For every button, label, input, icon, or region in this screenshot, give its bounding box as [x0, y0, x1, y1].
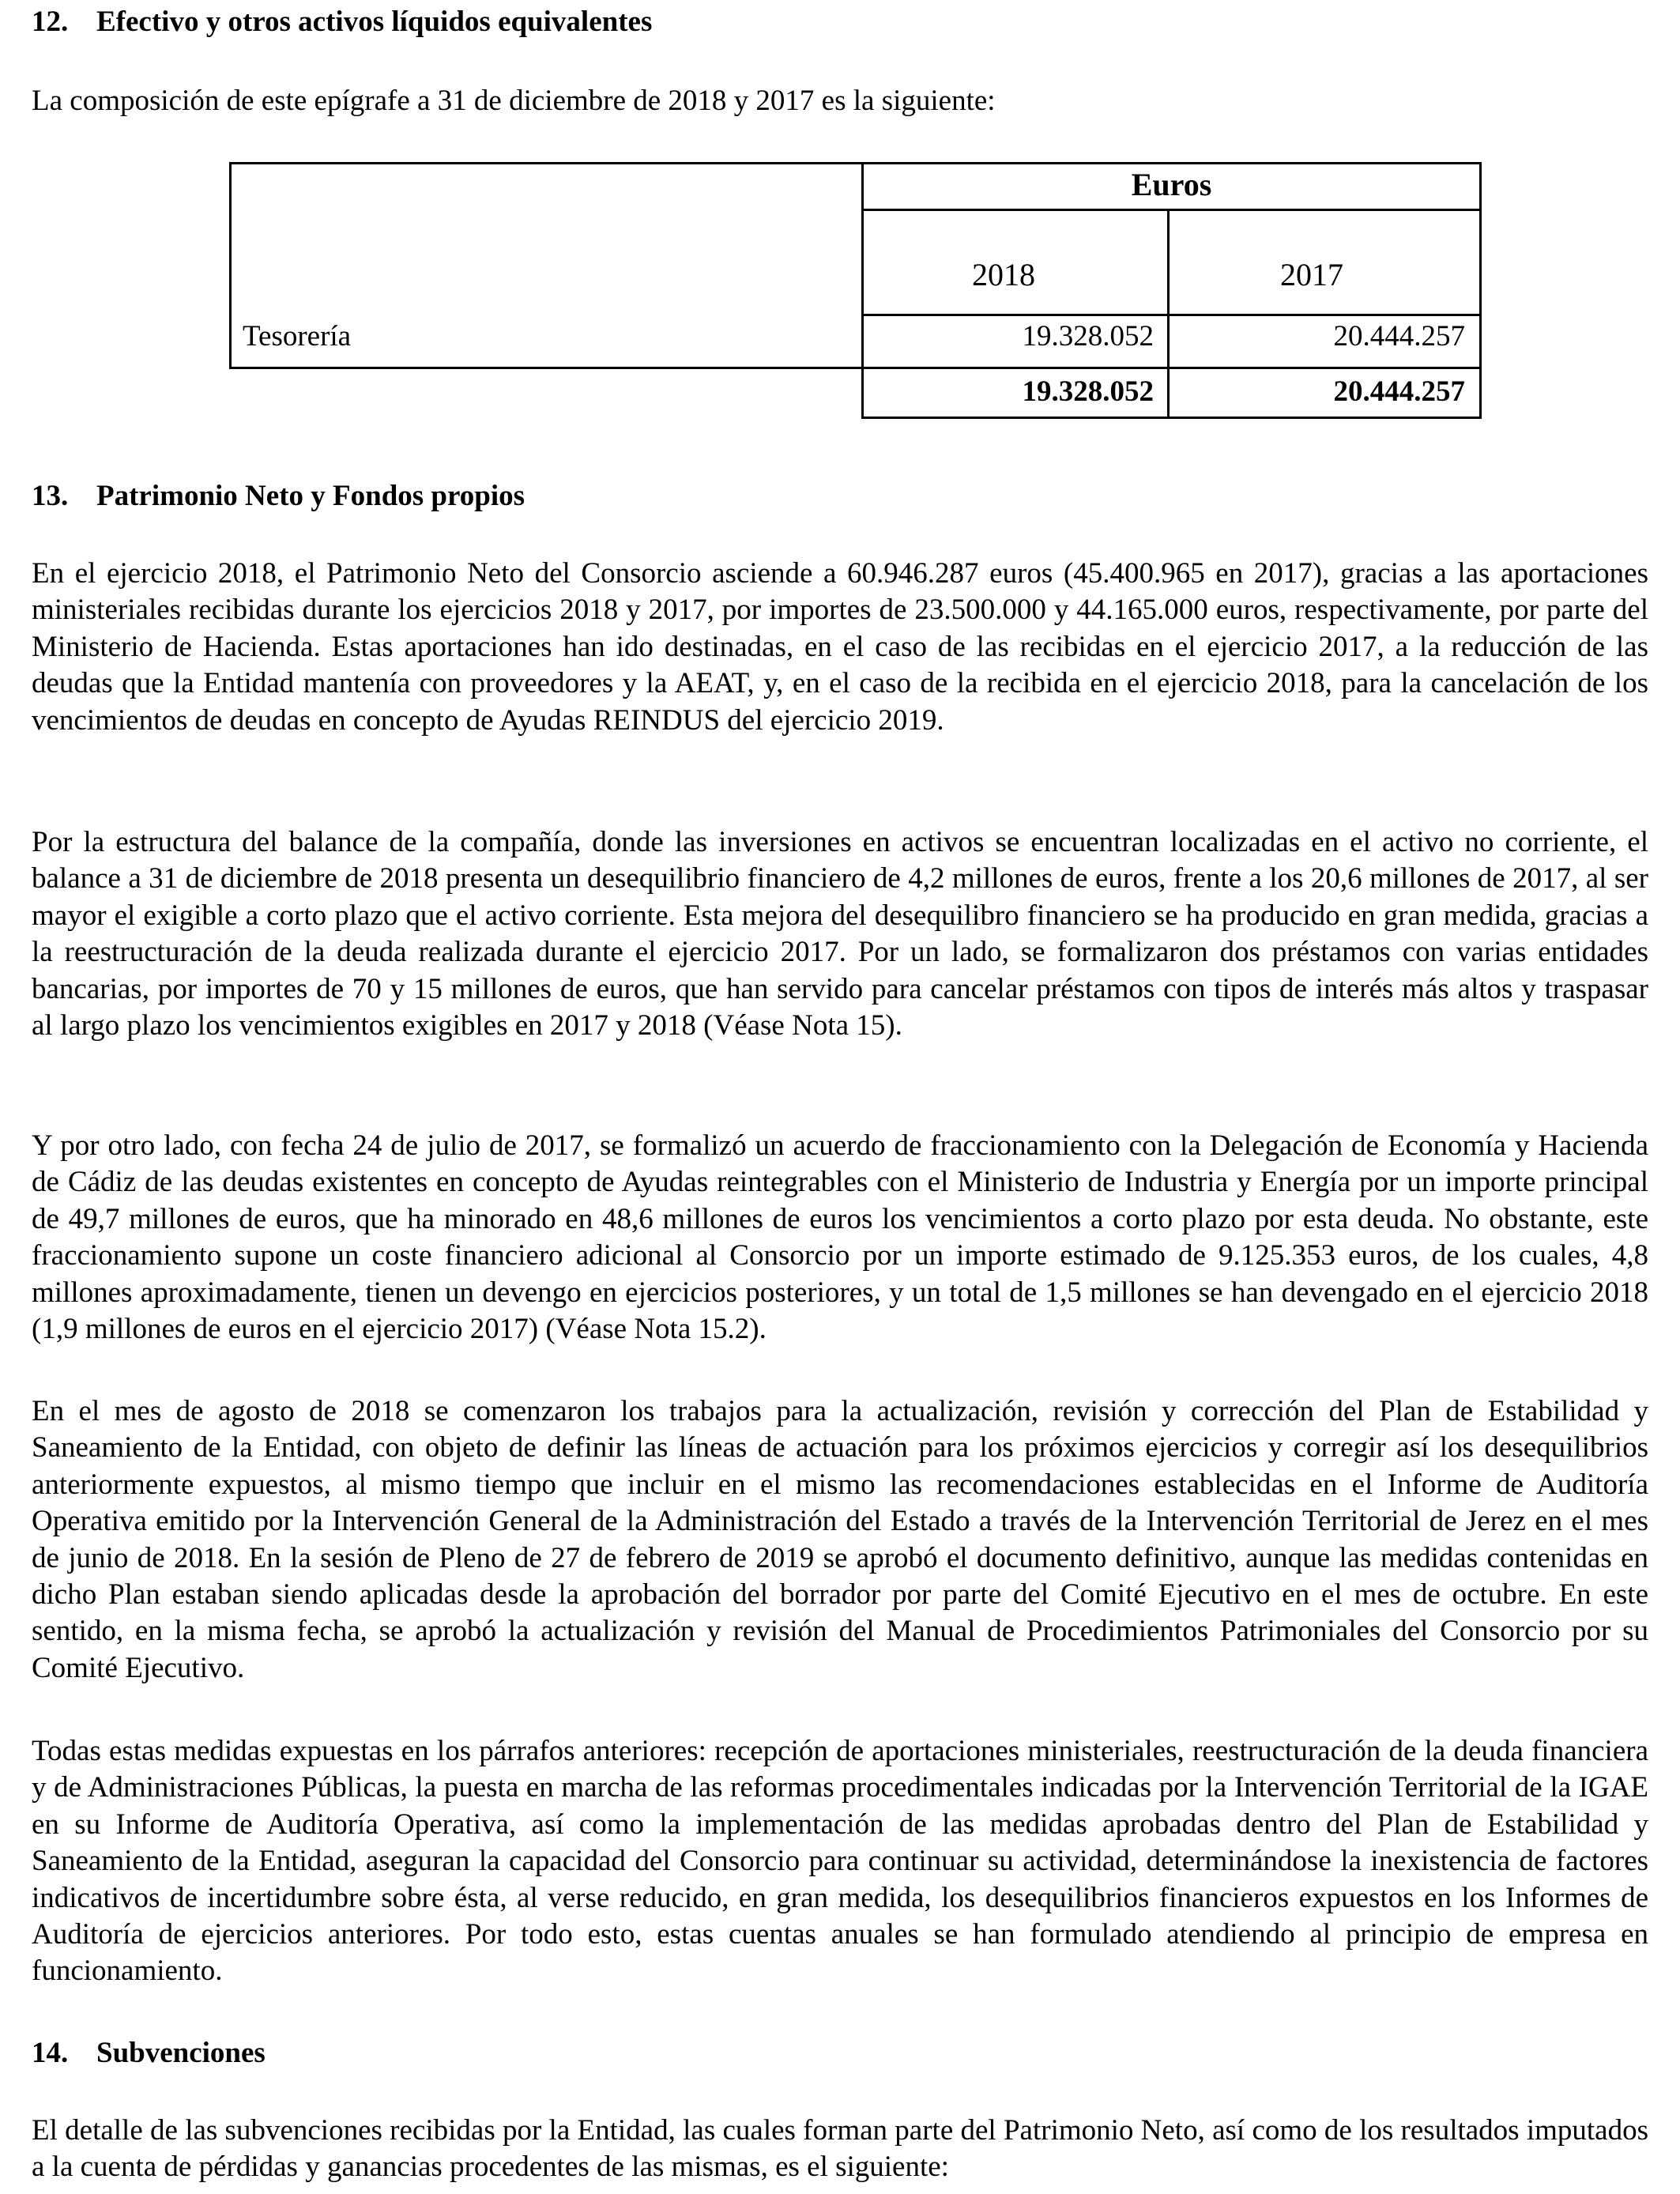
total-2018-value: 19.328.052: [1022, 375, 1154, 408]
section-number: 12.: [32, 6, 69, 38]
currency-header: Euros: [1131, 167, 1212, 202]
total-2017-value: 20.444.257: [1333, 375, 1465, 408]
cash-table: [229, 162, 1482, 419]
section-13-paragraph-1: En el ejercicio 2018, el Patrimonio Neto del Consorcio asciende a 60.946.287 euros (45.400.965 en 2017), gracias a las aportaciones ministeriales recibidas durante los ejercicios 2018 y 2017, por importes de 23.500.000 y 44.165.000 euros, respectivamente, por parte del Ministerio de Hacienda. Estas aportaciones han ido destinadas, en el caso de las recibidas en el ejercicio 2017, a la reducción de las deudas que la Entidad mantenía con proveedores y la AEAT, y, en el caso de la recibida en el ejercicio 2018, para la cancelación de los vencimientos de deudas en concepto de Ayudas REINDUS del ejercicio 2019.: [32, 557, 1648, 737]
tesoreria-2017-value: 20.444.257: [1333, 320, 1465, 352]
section-number: 13.: [32, 480, 69, 512]
year-2018-header: 2018: [972, 257, 1035, 292]
section-13-paragraph-5: Todas estas medidas expuestas en los párrafos anteriores: recepción de aportaciones ministeriales, reestructuración de la deuda financiera y de Administraciones Públicas, la puesta en marcha de las reformas procedimentales indicadas por la Intervención Territorial de la IGAE en su Informe de Auditoría Operativa, así como la implementación de las medidas aprobadas dentro del Plan de Estabilidad y Saneamiento de la Entidad, aseguran la capacidad del Consorcio para continuar su actividad, determinándose la inexistencia de factores indicativos de incertidumbre sobre ésta, al verse reducido, en gran medida, los desequilibrios financieros expuestos en los Informes de Auditoría de ejercicios anteriores. Por todo esto, estas cuentas anuales se han formulado atendiendo al principio de empresa en funcionamiento.: [32, 1735, 1648, 1988]
row-label-tesoreria: Tesorería: [243, 320, 352, 352]
tesoreria-2018-value: 19.328.052: [1022, 320, 1154, 352]
section-title: Efectivo y otros activos líquidos equivalentes: [96, 6, 653, 38]
section-12-intro: La composición de este epígrafe a 31 de diciembre de 2018 y 2017 es la siguiente:: [32, 85, 996, 117]
section-number: 14.: [32, 2037, 69, 2069]
section-13-paragraph-4: En el mes de agosto de 2018 se comenzaron los trabajos para la actualización, revisión y corrección del Plan de Estabilidad y Saneamiento de la Entidad, con objeto de definir las líneas de actuación para los próximos ejercicios y corregir así los desequilibrios anteriormente expuestos, al mismo tiempo que incluir en el mismo las recomendaciones establecidas en el Informe de Auditoría Operativa emitido por la Intervención General de la Administración del Estado a través de la Intervención Territorial de Jerez en el mes de junio de 2018. En la sesión de Pleno de 27 de febrero de 2019 se aprobó el documento definitivo, aunque las medidas contenidas en dicho Plan estaban siendo aplicadas desde la aprobación del borrador por parte del Comité Ejecutivo en el mes de octubre. En este sentido, en la misma fecha, se aprobó la actualización y revisión del Manual de Procedimientos Patrimoniales del Consorcio por su Comité Ejecutivo.: [32, 1395, 1648, 1684]
section-14-paragraph-1: El detalle de las subvenciones recibidas por la Entidad, las cuales forman parte del Patrimonio Neto, así como de los resultados imputados a la cuenta de pérdidas y ganancias procedentes de las mismas, es el siguiente:: [32, 2114, 1648, 2184]
year-2017-header: 2017: [1280, 257, 1343, 292]
section-14-heading: [32, 2035, 266, 2071]
section-title: Patrimonio Neto y Fondos propios: [96, 480, 525, 512]
section-title: Subvenciones: [96, 2037, 266, 2069]
section-13-paragraph-3: Y por otro lado, con fecha 24 de julio de 2017, se formalizó un acuerdo de fraccionamiento con la Delegación de Economía y Hacienda de Cádiz de las deudas existentes en concepto de Ayudas reintegrables con el Ministerio de Industria y Energía por un importe principal de 49,7 millones de euros, que ha minorado en 48,6 millones de euros los vencimientos a corto plazo por esta deuda. No obstante, este fraccionamiento supone un coste financiero adicional al Consorcio por un importe estimado de 9.125.353 euros, de los cuales, 4,8 millones aproximadamente, tienen un devengo en ejercicios posteriores, y un total de 1,5 millones se han devengado en el ejercicio 2018 (1,9 millones de euros en el ejercicio 2017) (Véase Nota 15.2).: [32, 1129, 1648, 1346]
section-13-heading: [32, 478, 525, 515]
section-13-paragraph-2: Por la estructura del balance de la compañía, donde las inversiones en activos se encuentran localizadas en el activo no corriente, el balance a 31 de diciembre de 2018 presenta un desequilibrio financiero de 4,2 millones de euros, frente a los 20,6 millones de 2017, al ser mayor el exigible a corto plazo que el activo corriente. Esta mejora del desequilibro financiero se ha producido en gran medida, gracias a la reestructuración de la deuda realizada durante el ejercicio 2017. Por un lado, se formalizaron dos préstamos con varias entidades bancarias, por importes de 70 y 15 millones de euros, que han servido para cancelar préstamos con tipos de interés más altos y traspasar al largo plazo los vencimientos exigibles en 2017 y 2018 (Véase Nota 15).: [32, 826, 1648, 1042]
section-12-heading: [32, 4, 652, 40]
